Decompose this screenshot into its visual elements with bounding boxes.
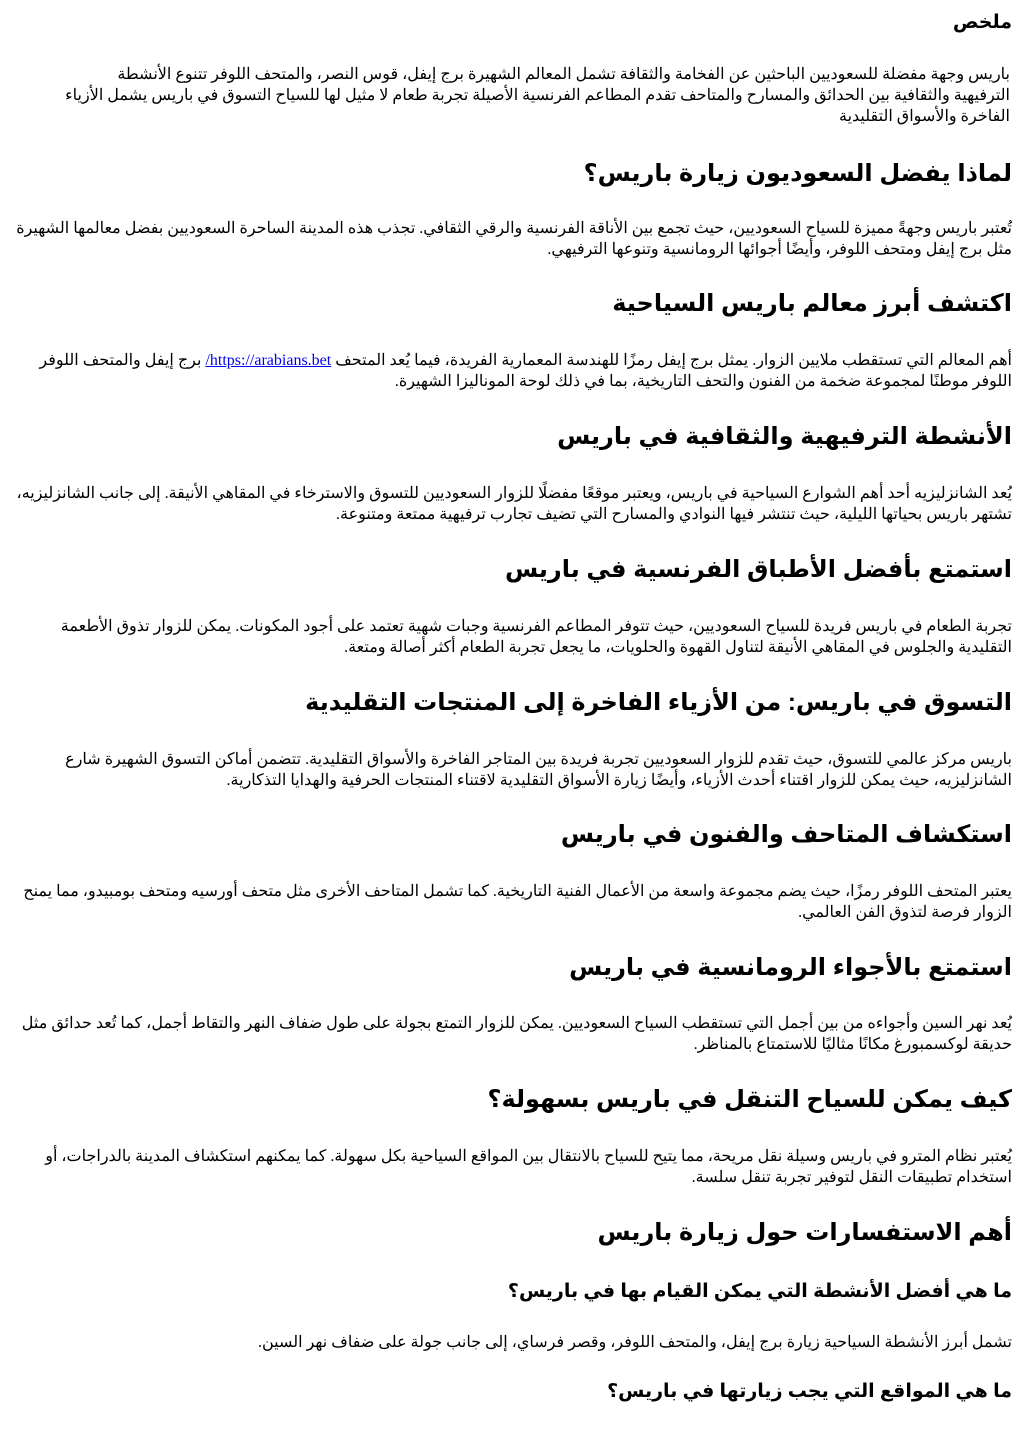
faq-answer-1: تشمل أبرز الأنشطة السياحية زيارة برج إيفل، والمتحف اللوفر، وقصر فرساي، إلى جانب جولة على ضفاف نهر السين. — [257, 1334, 1012, 1351]
faq-question-2: ما هي المواقع التي يجب زيارتها في باريس؟ — [607, 1381, 1012, 1402]
heading-why-saudis: لماذا يفضل السعوديون زيارة باريس؟ — [583, 160, 1012, 187]
landmarks-text-before: أهم المعالم التي تستقطب ملايين الزوار. يمثل برج إيفل رمزًا للهندسة المعمارية الفريدة، فيما يُعد المتحف — [335, 352, 1012, 369]
heading-landmarks: اكتشف أبرز معالم باريس السياحية — [612, 290, 1012, 317]
abstract-body: باريس وجهة مفضلة للسعوديين الباحثين عن الفخامة والثقافة تشمل المعالم الشهيرة برج إيفل، قوس النصر، والمتحف اللوفر تتنوع الأنشطة الترفيهية والثقافية بين الحدائق والمسارح والمتاحف تقدم المطاعم الفرنسية الأصيلة تجربة طعام لا مثيل لها للسياح التسوق في باريس يشمل الأزياء الفاخرة والأسواق التقليدية — [65, 66, 1010, 125]
paragraph-food: تجربة الطعام في باريس فريدة للسياح السعوديين، حيث تتوفر المطاعم الفرنسية وجبات شهية تعتمد على أجود المكونات. يمكن للزوار تذوق الأطعمة التقليدية والجلوس في المقاهي الأنيقة لتناول القهوة والحلويات، ما يجعل تجربة الطعام أكثر أصالة ومتعة. — [60, 618, 1012, 656]
paragraph-activities: يُعد الشانزليزيه أحد أهم الشوارع السياحية في باريس، ويعتبر موقعًا مفضلًا للزوار السعوديين للتسوق والاسترخاء في المقاهي الأنيقة. إلى جانب الشانزليزيه، تشتهر باريس بحياتها الليلية، حيث تنتشر فيها النوادي والمسارح التي تضيف تجارب ترفيهية ممتعة ومتنوعة. — [16, 485, 1012, 523]
paragraph-transport: يُعتبر نظام المترو في باريس وسيلة نقل مريحة، مما يتيح للسياح بالانتقال بين المواقع السياحية بكل سهولة. كما يمكنهم استكشاف المدينة بالدراجات، أو استخدام تطبيقات النقل لتوفير تجربة تنقل سلسة. — [45, 1148, 1012, 1186]
paragraph-landmarks — [8, 350, 1012, 392]
heading-museums: استكشاف المتاحف والفنون في باريس — [560, 821, 1012, 848]
heading-romance: استمتع بالأجواء الرومانسية في باريس — [569, 954, 1012, 981]
heading-activities: الأنشطة الترفيهية والثقافية في باريس — [557, 423, 1012, 450]
heading-shopping: التسوق في باريس: من الأزياء الفاخرة إلى المنتجات التقليدية — [305, 689, 1012, 716]
heading-food: استمتع بأفضل الأطباق الفرنسية في باريس — [504, 556, 1012, 583]
abstract-heading: ملخص — [952, 12, 1012, 33]
paragraph-museums: يعتبر المتحف اللوفر رمزًا، حيث يضم مجموعة واسعة من الأعمال الفنية التاريخية. كما تشمل المتاحف الأخرى مثل متحف أورسيه ومتحف بومبيدو، مما يمنح الزوار فرصة لتذوق الفن العالمي. — [23, 883, 1012, 921]
landmarks-text-after: برج إيفل والمتحف اللوفر اللوفر موطنًا لمجموعة ضخمة من الفنون والتحف التاريخية، بما في ذلك لوحة الموناليزا الشهيرة. — [39, 352, 1012, 390]
paragraph-shopping: باريس مركز عالمي للتسوق، حيث تقدم للزوار السعوديين تجربة فريدة بين المتاجر الفاخرة والأسواق التقليدية. تتضمن أماكن التسوق الشهيرة شارع الشانزليزيه، حيث يمكن للزوار اقتناء أحدث الأزياء، وأيضًا زيارة الأسواق التقليدية لاقتناء المنتجات الحرفية والهدايا التذكارية. — [65, 751, 1012, 789]
faq-question-1: ما هي أفضل الأنشطة التي يمكن القيام بها في باريس؟ — [507, 1281, 1012, 1302]
paragraph-why-saudis: تُعتبر باريس وجهةً مميزة للسياح السعوديين، حيث تجمع بين الأناقة الفرنسية والرقي الثقافي. تجذب هذه المدينة الساحرة السعوديين بفضل معالمها الشهيرة مثل برج إيفل ومتحف اللوفر، وأيضًا أجوائها الرومانسية وتنوعها الترفيهي. — [16, 220, 1012, 258]
heading-faq: أهم الاستفسارات حول زيارة باريس — [597, 1219, 1012, 1246]
arabians-link[interactable]: https://arabians.bet/ — [205, 352, 332, 369]
heading-transport: كيف يمكن للسياح التنقل في باريس بسهولة؟ — [487, 1086, 1012, 1113]
paragraph-romance: يُعد نهر السين وأجواءه من بين أجمل التي تستقطب السياح السعوديين. يمكن للزوار التمتع بجولة على طول ضفاف النهر والتقاط أجمل، كما تُعد حدائق مثل حديقة لوكسمبورغ مكانًا مثاليًا للاستمتاع بالمناظر. — [21, 1015, 1012, 1053]
